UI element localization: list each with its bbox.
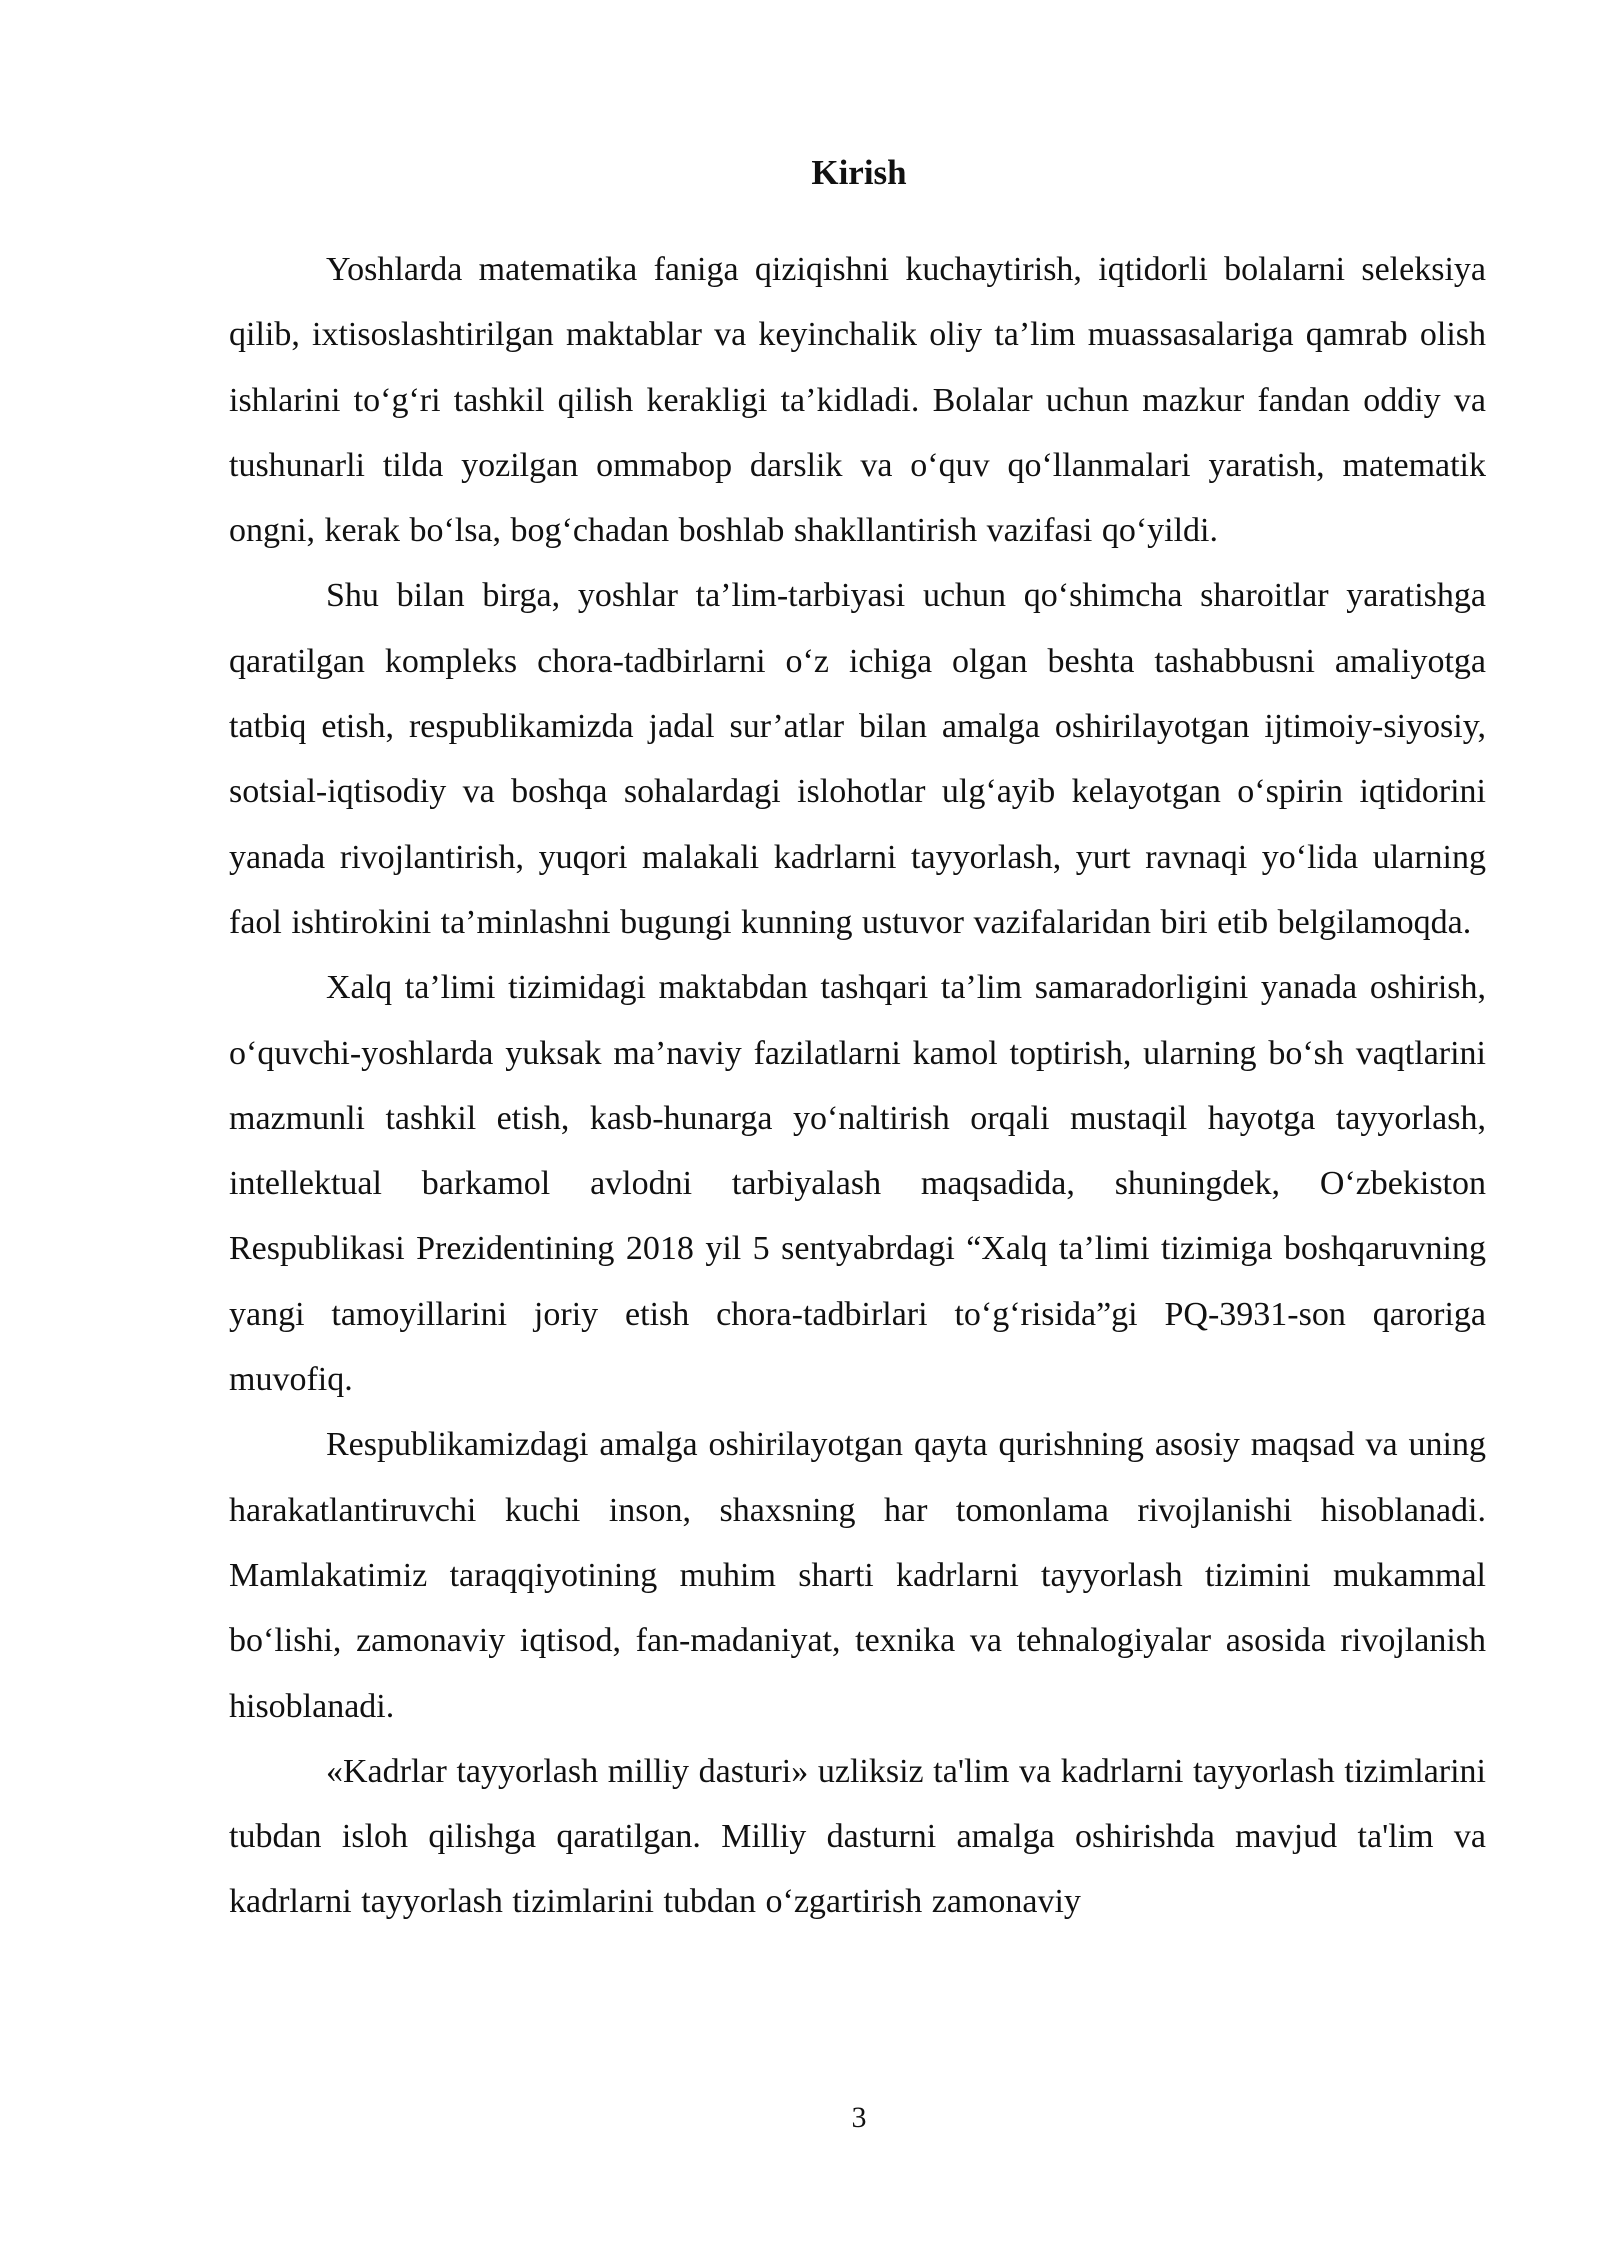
page-number: 3 xyxy=(851,2101,867,2134)
paragraph: Shu bilan birga, yoshlar ta’lim-tarbiyasi uchun qo‘shimcha sharoitlar yaratishga qaratilgan kompleks chora-tadbirlarni o‘z ichiga olgan beshta tashabbusni amaliyotga tatbiq etish, respublikamizda jadal sur’atlar bilan amalga oshirilayotgan ijtimoiy-siyosiy, sotsial-iqtisodiy va boshqa sohalardagi islohotlar ulg‘ayib kelayotgan o‘spirin iqtidorini yanada rivojlantirish, yuqori malakali kadrlarni tayyorlash, yurt ravnaqi yo‘lida ularning faol ishtirokini ta’minlashni bugungi kunning ustuvor vazifalaridan biri etib belgilamoqda. xyxy=(229,577,1486,941)
paragraph: Respublikamizdagi amalga oshirilayotgan qayta qurishning asosiy maqsad va uning harakatlantiruvchi kuchi inson, shaxsning har tomonlama rivojlanishi hisoblanadi. Mamlakatimiz taraqqiyotining muhim sharti kadrlarni tayyorlash tizimini mukammal bo‘lishi, zamonaviy iqtisod, fan-madaniyat, texnika va tehnalogiyalar asosida rivojlanish hisoblanadi. xyxy=(229,1426,1486,1725)
page-title: Kirish xyxy=(811,153,907,192)
paragraph: Xalq ta’limi tizimidagi maktabdan tashqari ta’lim samaradorligini yanada oshirish, o‘quvchi-yoshlarda yuksak ma’naviy fazilatlarni kamol toptirish, ularning bo‘sh vaqtlarini mazmunli tashkil etish, kasb-hunarga yo‘naltirish orqali mustaqil hayotga tayyorlash, intellektual barkamol avlodni tarbiyalash maqsadida, shuningdek, O‘zbekiston Respublikasi Prezidentining 2018 yil 5 sentyabrdagi “Xalq ta’limi tizimiga boshqaruvning yangi tamoyillarini joriy etish chora-tadbirlari to‘g‘risida”gi PQ-3931-son qaroriga muvofiq. xyxy=(229,969,1486,1399)
paragraph: «Kadrlar tayyorlash milliy dasturi» uzliksiz ta'lim va kadrlarni tayyorlash tizimlarini tubdan isloh qilishga qaratilgan. Milliy dasturni amalga oshirishda mavjud ta'lim va kadrlarni tayyorlash tizimlarini tubdan o‘zgartirish zamonaviy xyxy=(229,1752,1486,1921)
paragraph: Yoshlarda matematika faniga qiziqishni kuchaytirish, iqtidorli bolalarni seleksiya qilib, ixtisoslashtirilgan maktablar va keyinchalik oliy ta’lim muassasalariga qamrab olish ishlarini to‘g‘ri tashkil qilish kerakligi ta’kidladi. Bolalar uchun mazkur fandan oddiy va tushunarli tilda yozilgan ommabop darslik va o‘quv qo‘llanmalari yaratish, matematik ongni, kerak bo‘lsa, bog‘chadan boshlab shakllantirish vazifasi qo‘yildi. xyxy=(229,251,1486,550)
document-body xyxy=(229,237,1486,1935)
